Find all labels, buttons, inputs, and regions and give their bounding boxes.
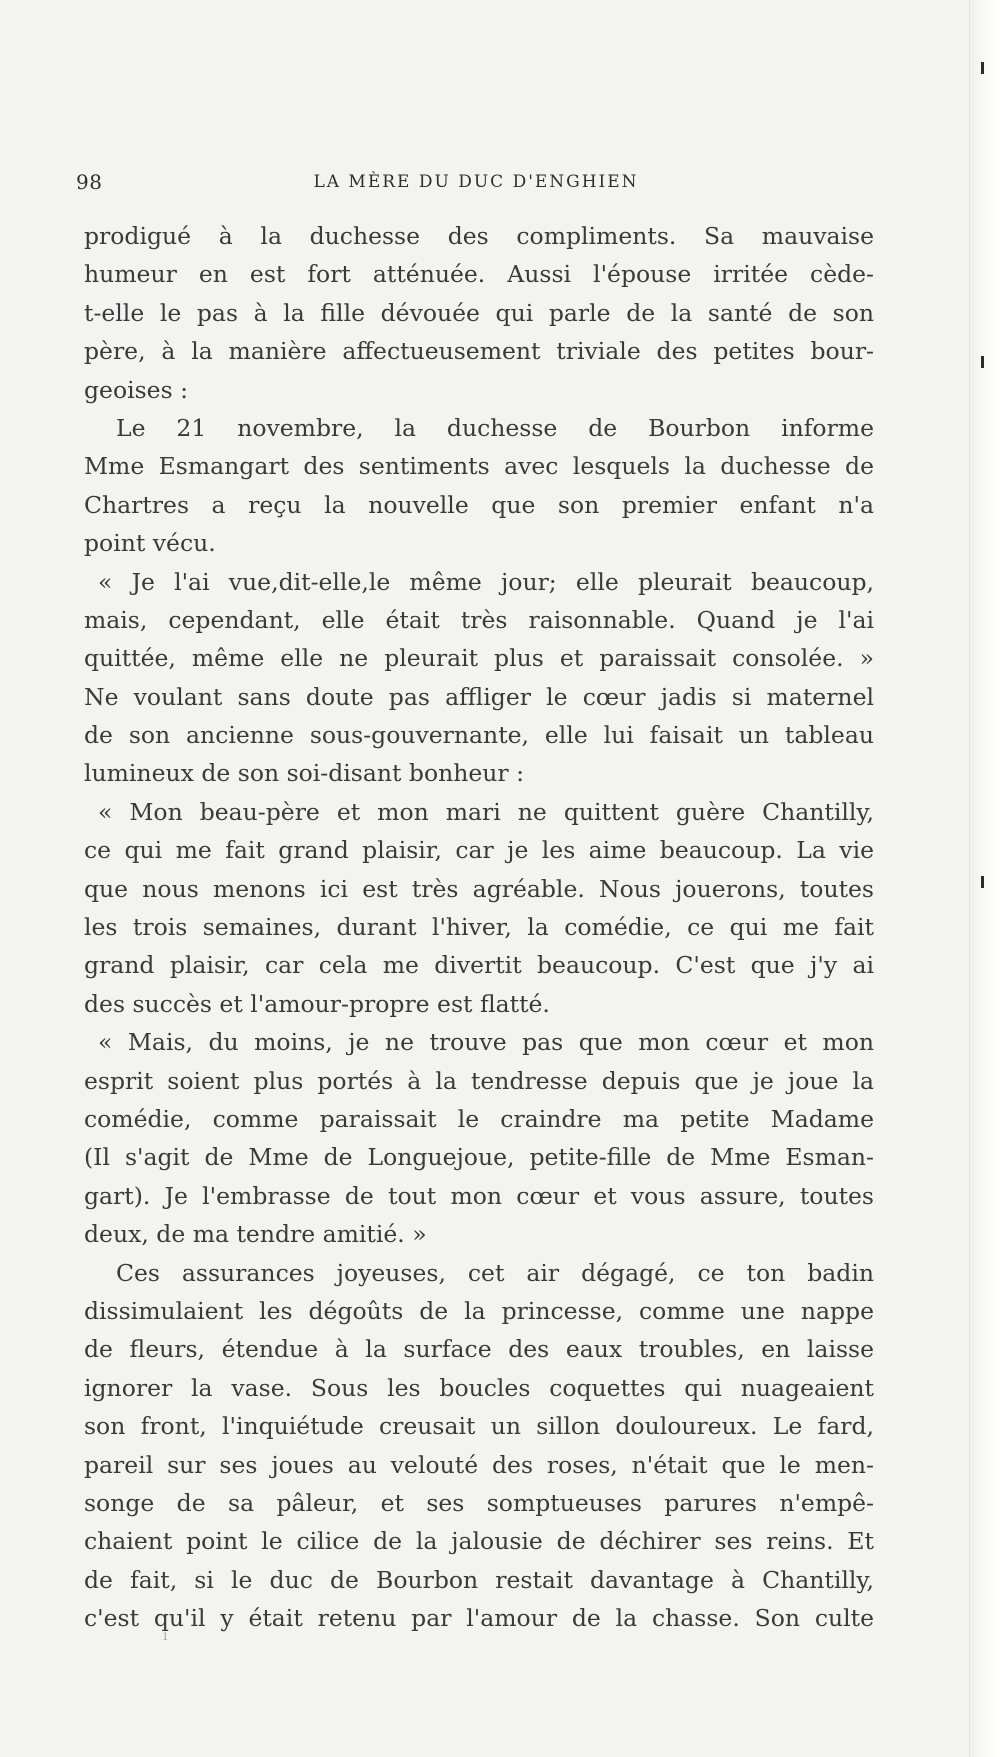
text-line: Mme Esmangart des sentiments avec lesquels la duchesse de — [84, 452, 874, 481]
gutter-mark — [981, 356, 984, 368]
text-line: chaient point le cilice de la jalousie de déchirer ses reins. Et — [84, 1527, 874, 1556]
text-line: gart). Je l'embrasse de tout mon cœur et vous assure, toutes — [84, 1181, 874, 1210]
text-line: de fait, si le duc de Bourbon restait davantage à Chantilly, — [84, 1565, 874, 1594]
text-line: père, à la manière affectueusement triviale des petites bour- — [84, 337, 874, 366]
text-line: ignorer la vase. Sous les boucles coquettes qui nuageaient — [84, 1373, 874, 1402]
text-line: Ces assurances joyeuses, cet air dégagé, ce ton badin — [116, 1258, 874, 1287]
gutter-mark — [981, 876, 984, 888]
text-line: deux, de ma tendre amitié. » — [84, 1220, 427, 1249]
text-line: songe de sa pâleur, et ses somptueuses parures n'empê- — [84, 1488, 874, 1517]
text-line: quittée, même elle ne pleurait plus et paraissait consolée. » — [84, 644, 874, 673]
printer-mark: ı — [163, 1628, 168, 1644]
text-line: point vécu. — [84, 529, 216, 558]
text-line: geoises : — [84, 375, 189, 404]
text-line: dissimulaient les dégoûts de la princesse, comme une nappe — [84, 1296, 874, 1325]
text-line: « Je l'ai vue,dit-elle,le même jour; elle pleurait beaucoup, — [98, 567, 874, 596]
text-line: Chartres a reçu la nouvelle que son premier enfant n'a — [84, 490, 874, 519]
text-line: mais, cependant, elle était très raisonnable. Quand je l'ai — [84, 605, 874, 634]
text-line: t-elle le pas à la fille dévouée qui parle de la santé de son — [84, 298, 874, 327]
text-line: c'est qu'il y était retenu par l'amour de la chasse. Son culte — [84, 1604, 874, 1633]
text-line: Ne voulant sans doute pas affliger le cœur jadis si maternel — [84, 682, 874, 711]
text-line: « Mon beau-père et mon mari ne quittent guère Chantilly, — [98, 797, 874, 826]
text-line: des succès et l'amour-propre est flatté. — [84, 989, 550, 1018]
text-line: que nous menons ici est très agréable. Nous jouerons, toutes — [84, 874, 874, 903]
text-line: « Mais, du moins, je ne trouve pas que mon cœur et mon — [98, 1028, 874, 1057]
page-number: 98 — [76, 170, 103, 194]
text-line: prodigué à la duchesse des compliments. Sa mauvaise — [84, 222, 874, 250]
text-line: esprit soient plus portés à la tendresse depuis que je joue la — [84, 1066, 874, 1095]
text-line: comédie, comme paraissait le craindre ma petite Madame — [84, 1104, 874, 1133]
page-gutter — [969, 0, 1000, 1757]
text-line: son front, l'inquiétude creusait un sillon douloureux. Le fard, — [84, 1412, 874, 1441]
text-line: de son ancienne sous-gouvernante, elle lui faisait un tableau — [84, 721, 874, 750]
text-line: les trois semaines, durant l'hiver, la comédie, ce qui me fait — [84, 913, 874, 942]
page-header — [76, 170, 876, 200]
text-line: pareil sur ses joues au velouté des roses, n'était que le men- — [84, 1450, 874, 1479]
text-line: humeur en est fort atténuée. Aussi l'épouse irritée cède- — [84, 260, 874, 289]
gutter-mark — [981, 62, 984, 74]
running-title: LA MÈRE DU DUC D'ENGHIEN — [313, 172, 639, 192]
text-line: lumineux de son soi-disant bonheur : — [84, 759, 525, 788]
text-line: ce qui me fait grand plaisir, car je les aime beaucoup. La vie — [84, 836, 874, 865]
text-line: de fleurs, étendue à la surface des eaux troubles, en laisse — [84, 1335, 874, 1364]
text-line: Le 21 novembre, la duchesse de Bourbon informe — [116, 413, 874, 442]
text-line: (Il s'agit de Mme de Longuejoue, petite-fille de Mme Esman- — [84, 1143, 874, 1172]
text-line: grand plaisir, car cela me divertit beaucoup. C'est que j'y ai — [84, 951, 874, 980]
body-text — [84, 217, 874, 1637]
